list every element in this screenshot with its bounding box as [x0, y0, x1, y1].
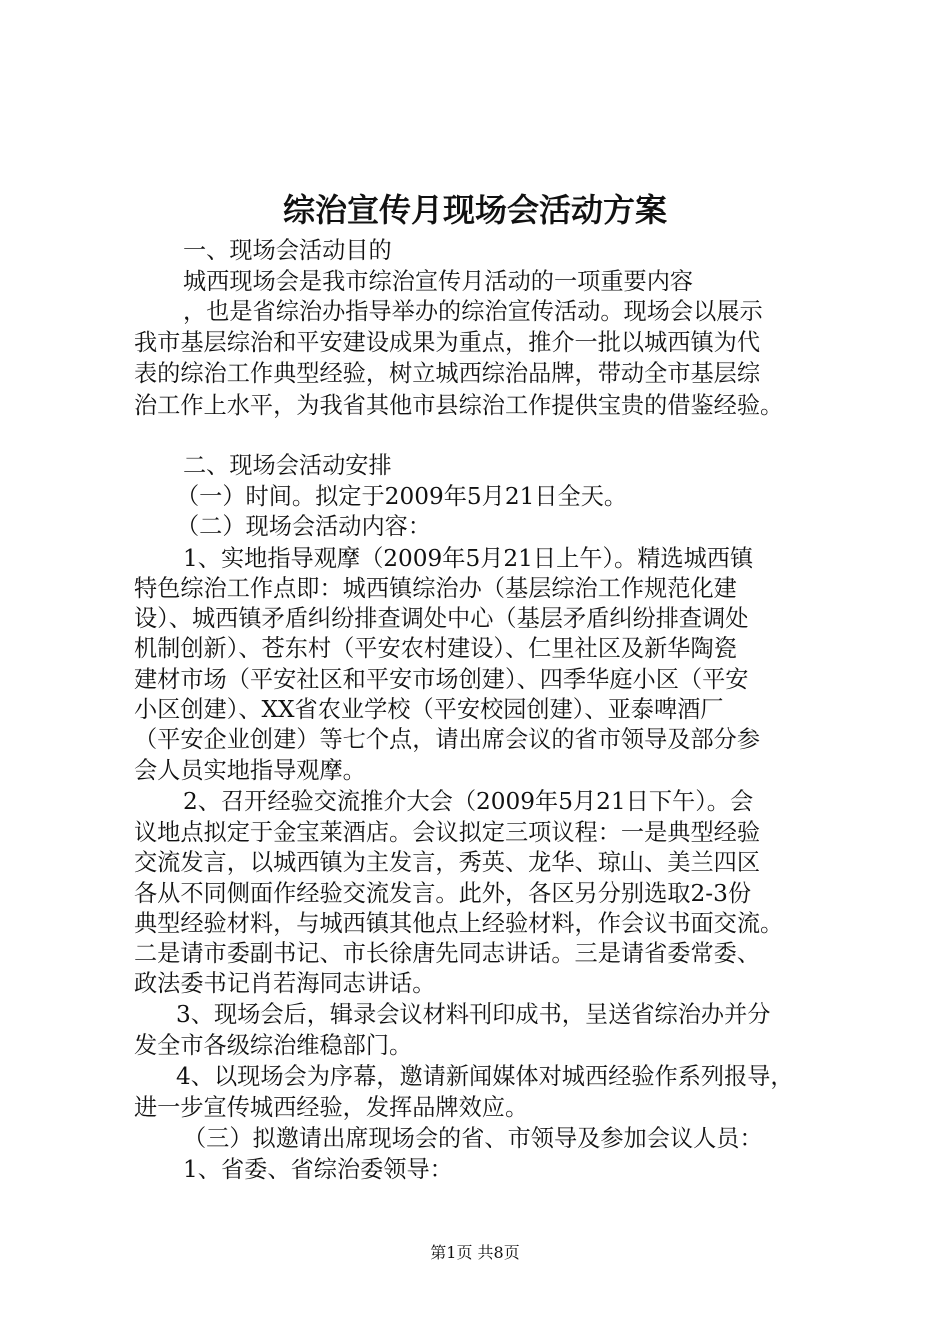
- page-number-footer: 第1页 共8页: [430, 1243, 520, 1262]
- paragraph-line: 表的综治工作典型经验，树立城西综治品牌，带动全市基层综: [134, 360, 761, 387]
- paragraph-line: 城西现场会是我市综治宣传月活动的一项重要内容: [183, 268, 694, 295]
- paragraph-line: 1、实地指导观摩（2009年5月21日上午）。精选城西镇: [183, 545, 754, 572]
- paragraph-line: 我市基层综治和平安建设成果为重点，推介一批以城西镇为代: [134, 329, 761, 356]
- paragraph-line: 治工作上水平，为我省其他市县综治工作提供宝贵的借鉴经验。: [134, 392, 784, 419]
- paragraph-line: 政法委书记肖若海同志讲话。: [134, 970, 436, 997]
- document-title: 综治宣传月现场会活动方案: [282, 191, 667, 229]
- paragraph-line: 特色综治工作点即：城西镇综治办（基层综治工作规范化建: [134, 575, 737, 602]
- paragraph-line: 议地点拟定于金宝莱酒店。会议拟定三项议程：一是典型经验: [134, 819, 761, 846]
- paragraph-line: 进一步宣传城西经验，发挥品牌效应。: [134, 1094, 529, 1121]
- paragraph-line: 一、现场会活动目的: [183, 237, 392, 264]
- section-heading: 二、现场会活动安排: [183, 452, 392, 479]
- paragraph-line: （平安企业创建）等七个点，请出席会议的省市领导及部分参: [134, 726, 761, 753]
- paragraph-line: 交流发言，以城西镇为主发言，秀英、龙华、琼山、美兰四区: [134, 849, 761, 876]
- paragraph-line: 小区创建）、XX省农业学校（平安校园创建）、亚泰啤酒厂: [134, 696, 724, 723]
- paragraph-line: 二是请市委副书记、市长徐唐先同志讲话。三是请省委常委、: [134, 940, 761, 967]
- paragraph-line: 各从不同侧面作经验交流发言。此外，各区另分别选取2-3份: [134, 880, 752, 907]
- paragraph-line: 发全市各级综治维稳部门。: [134, 1032, 413, 1059]
- paragraph-line: 建材市场（平安社区和平安市场创建）、四季华庭小区（平安: [134, 666, 749, 693]
- paragraph-line: 机制创新）、苍东村（平安农村建设）、仁里社区及新华陶瓷: [134, 635, 737, 662]
- paragraph-line: 2、召开经验交流推介大会（2009年5月21日下午）。会: [183, 788, 754, 815]
- paragraph-line: 设）、城西镇矛盾纠纷排查调处中心（基层矛盾纠纷排查调处: [134, 605, 749, 632]
- paragraph-line: 会人员实地指导观摩。: [134, 757, 366, 784]
- paragraph-line: 3、现场会后，辑录会议材料刊印成书，呈送省综治办并分: [176, 1001, 771, 1028]
- paragraph-line: 4、以现场会为序幕，邀请新闻媒体对城西经验作系列报导，: [176, 1063, 794, 1090]
- paragraph-line: 典型经验材料，与城西镇其他点上经验材料，作会议书面交流。: [134, 910, 784, 937]
- paragraph-line: （二）现场会活动内容：: [176, 513, 432, 540]
- paragraph-line: （三）拟邀请出席现场会的省、市领导及参加会议人员：: [183, 1125, 763, 1152]
- paragraph-line: ，也是省综治办指导举办的综治宣传活动。现场会以展示: [183, 298, 763, 325]
- paragraph-line: （一）时间。拟定于2009年5月21日全天。: [176, 483, 628, 510]
- paragraph-line: 1、省委、省综治委领导：: [183, 1156, 453, 1183]
